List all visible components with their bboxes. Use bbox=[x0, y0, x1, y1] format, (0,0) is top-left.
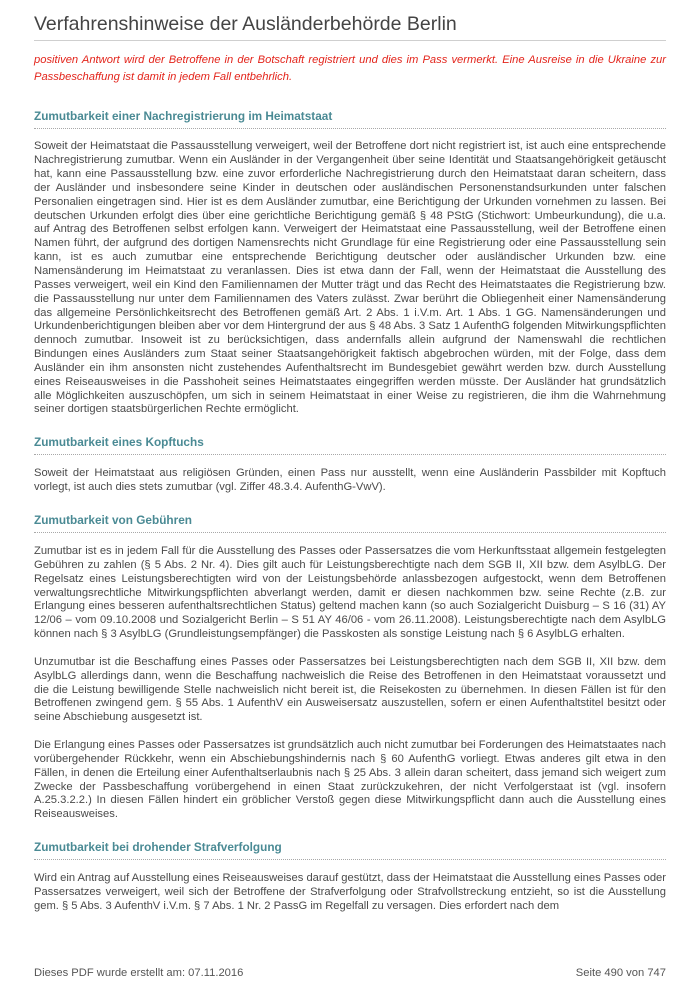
section-paragraph: Wird ein Antrag auf Ausstellung eines Reiseausweises darauf gestützt, dass der Heimatstaat die Ausstellung eines Passes oder Passersatzes verweigert, weil sich der Betroffene der Strafverfolgung oder Strafvollstreckung entzieht, so ist die Ausstellung gem. § 5 Abs. 3 AufenthV i.V.m. § 7 Abs. 1 Nr. 2 PassG im Regelfall zu versagen. Dies erfordert nach dem bbox=[34, 872, 666, 912]
page-number: Seite 490 von 747 bbox=[575, 967, 666, 979]
creation-date: Dieses PDF wurde erstellt am: 07.11.2016 bbox=[34, 967, 244, 979]
section-nachregistrierung bbox=[34, 109, 666, 417]
section-paragraph: Unzumutbar ist die Beschaffung eines Passes oder Passersatzes bei Leistungsberechtigten nach dem SGB II, XII bzw. dem AsylbLG allerdings dann, wenn die Beschaffung nachweislich die Reise des Betroffenen in den Heimatstaat voraussetzt und die die Leistung bewilligende Stelle nachweislich nicht bereit ist, die Reisekosten zu übernehmen. In diesen Fällen ist für den Betroffenen zwingend gem. § 55 Abs. 1 AufenthV ein Ausweisersatz auszustellen, sofern er einen Aufenthaltstitel besitzt oder seine Abschiebung ausgesetzt ist. bbox=[34, 655, 666, 724]
section-heading: Zumutbarkeit von Gebühren bbox=[34, 513, 666, 533]
section-strafverfolgung bbox=[34, 840, 666, 914]
section-paragraph: Die Erlangung eines Passes oder Passersatzes ist grundsätzlich auch nicht zumutbar bei Forderungen des Heimatstaates nach vorübergehender Rückkehr, wenn ein Abschiebungshindernis nach § 60 AufenthG vorliegt. Etwas anderes gilt etwa in den Fällen, in denen die Erteilung einer Aufenthaltserlaubnis nach § 25 Abs. 3 allein daran scheitert, dass jemand sich weigert zum Zwecke der Passbeschaffung vorübergehend in einen Staat zurückzukehren, der nicht Verfolgerstaat ist (vgl. insofern A.25.3.2.2.) In diesen Fällen hindert ein gröblicher Verstoß gegen diese Mitwirkungspflicht dann auch die Ausstellung eines Reiseausweises. bbox=[34, 739, 666, 821]
section-paragraph: Soweit der Heimatstaat die Passausstellung verweigert, weil der Betroffene dort nicht registriert ist, ist auch eine entsprechende Nachregistrierung zumutbar. Wenn ein Ausländer in der Vergangenheit über seine Identität und Staatsangehörigkeit getäuscht hat, kann eine Passausstellung bzw. eine zuvor erforderliche Nachregistrierung durch den Heimatstaat daran scheitern, dass der Ausländer und insbesondere seine Kinder in deutschen oder ausländischen Personenstandsurkunden unter falschen Personalien eingetragen sind. Hier ist es dem Ausländer zumutbar, eine Berichtigung der Urkunden vornehmen zu lassen. Bei deutschen Urkunden erfolgt dies über eine gerichtliche Berichtigung gemäß § 48 PStG (Stichwort: Umbeurkundung), die u.a. auf Antrag des Betroffenen selbst erfolgen kann. Verweigert der Heimatstaat eine Passausstellung, weil der Betroffene einen Namen führt, der aufgrund des dortigen Namensrechts nicht Grundlage für eine Registrierung oder eine Passausstellung sein kann, ist es auch zumutbar eine entsprechende Berichtigung deutscher oder ausländischer Urkunden bzw. eine Namensänderung im Heimatstaat zu veranlassen. Dies ist etwa dann der Fall, wenn der Heimatstaat die Ausstellung des Passes verweigert, weil ein Kind den Familiennamen der Mutter trägt und das Recht des Heimatstaates die Registrierung bzw. die Passausstellung nur unter dem Familiennamen des Vaters zulässt. Zwar berührt die Obliegenheit einer Namensänderung das allgemeine Persönlichkeitsrecht des Betroffenen gemäß Art. 2 Abs. 1 i.V.m. Art. 1 Abs. 1 GG. Namensänderungen und Urkundenberichtigungen bleiben aber vor dem Hintergrund der aus § 48 Abs. 3 Satz 1 AufenthG folgenden Mitwirkungspflichten dennoch zumutbar. Insoweit ist zu berücksichtigen, dass andernfalls allein aufgrund der Namenswahl die rechtlichen Bindungen eines Ausländers zum Staat seiner Staatsangehörigkeit faktisch abgebrochen würden, mit der Folge, dass dem Ausländer ein ihm ansonsten nicht zustehendes Aufenthaltsrecht im Bundesgebiet gewährt werden bzw. durch Ausstellung eines Reiseausweises in die Passhoheit seines Heimatstaates eingegriffen werden müsste. Der Ausländer hat grundsätzlich alle Möglichkeiten auszuschöpfen, um sich in seinem Heimatstaat in einer Weise zu registrieren, die ihm die Wahrnehmung seiner dortigen staatsbürgerlichen Rechte ermöglicht. bbox=[34, 140, 666, 416]
section-heading: Zumutbarkeit eines Kopftuchs bbox=[34, 435, 666, 455]
highlighted-note: positiven Antwort wird der Betroffene in der Botschaft registriert und dies im Pass vermerkt. Eine Ausreise in die Ukraine zur Passbeschaffung ist damit in jedem Fall entbehrlich. bbox=[34, 54, 666, 83]
section-heading: Zumutbarkeit bei drohender Strafverfolgung bbox=[34, 840, 666, 860]
section-kopftuch bbox=[34, 435, 666, 495]
section-heading: Zumutbarkeit einer Nachregistrierung im Heimatstaat bbox=[34, 109, 666, 129]
section-gebuehren bbox=[34, 513, 666, 822]
section-paragraph: Zumutbar ist es in jedem Fall für die Ausstellung des Passes oder Passersatzes die vom Herkunftsstaat allgemein festgelegten Gebühren zu zahlen (§ 5 Abs. 2 Nr. 4). Dies gilt auch für Leistungsberechtigte nach dem SGB II, XII bzw. dem AsylbLG. Der Regelsatz eines Leistungsberechtigten wird von der Leistungsbehörde anlassbezogen aufgestockt, wenn dem Betroffenen verwaltungsrechtliche Mitwirkungspflichten abverlangt werden, damit er diesen nachkommen bzw. seine Rechte (z.B. zur Erlangung eines besseren aufenthaltsrechtlichen Status) geltend machen kann (so auch Sozialgericht Duisburg – S 16 (31) AY 12/06 – vom 09.10.2008 und Sozialgericht Berlin – S 51 AY 46/06 - vom 26.11.2008). Leistungsberechtigte nach dem AsylbLG können nach § 3 AsylbLG (Grundleistungsempfänger) die Passkosten als sonstige Leistung nach § 6 AsylbLG erhalten. bbox=[34, 544, 666, 641]
page-title: Verfahrenshinweise der Ausländerbehörde Berlin bbox=[34, 12, 666, 41]
document-page bbox=[34, 0, 666, 914]
section-paragraph: Soweit der Heimatstaat aus religiösen Gründen, einen Pass nur ausstellt, wenn eine Ausländerin Passbilder mit Kopftuch vorlegt, ist auch dies stets zumutbar (vgl. Ziffer 48.3.4. AufenthG-VwV). bbox=[34, 467, 666, 494]
